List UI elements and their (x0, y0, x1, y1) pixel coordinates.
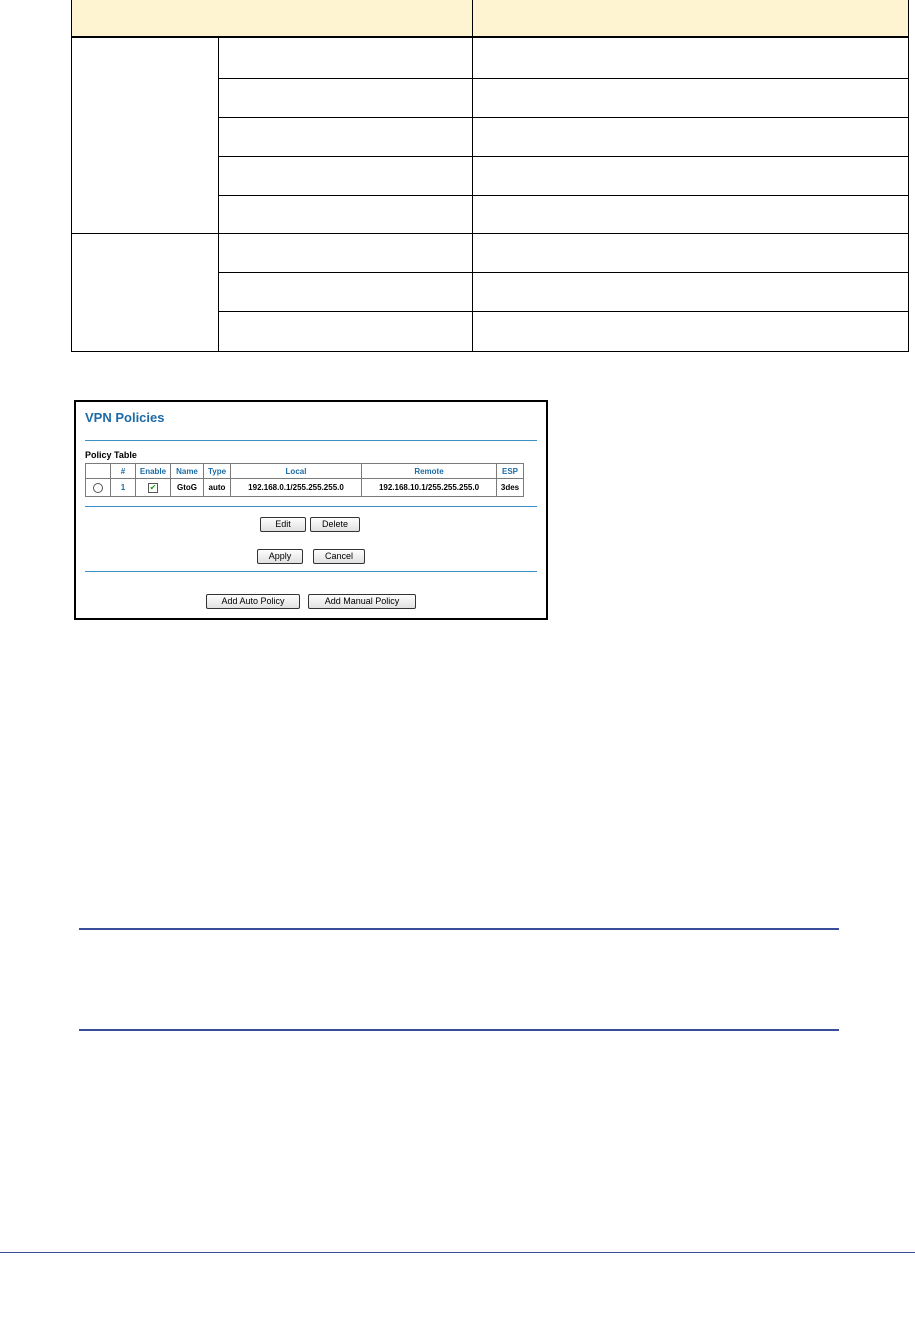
row-select-cell[interactable] (86, 479, 111, 497)
row-select-radio[interactable] (93, 483, 103, 493)
vpn-policies-panel (74, 400, 548, 620)
title-divider (85, 440, 537, 441)
apply-button[interactable]: Apply (257, 549, 303, 564)
delete-button[interactable]: Delete (310, 517, 360, 532)
row-name: GtoG (171, 479, 204, 497)
table-row (86, 479, 524, 497)
row-remote: 192.168.10.1/255.255.255.0 (362, 479, 497, 497)
row-esp: 3des (497, 479, 524, 497)
footer-rule (0, 1252, 915, 1253)
page-title: VPN Policies (85, 410, 165, 425)
policy-table-label: Policy Table (85, 450, 137, 460)
row-divider (218, 272, 908, 273)
note-top-rule (79, 928, 839, 930)
header-divider (472, 0, 473, 38)
row-number: 1 (111, 479, 136, 497)
policy-table (85, 463, 524, 497)
row-type: auto (204, 479, 231, 497)
row-divider (218, 311, 908, 312)
column-header-type: Type (204, 464, 231, 479)
column-header-local: Local (231, 464, 362, 479)
column-header-enable: Enable (136, 464, 171, 479)
row-divider (218, 78, 908, 79)
add-manual-policy-button[interactable]: Add Manual Policy (308, 594, 416, 609)
row-enable-cell[interactable] (136, 479, 171, 497)
add-auto-policy-button[interactable]: Add Auto Policy (206, 594, 300, 609)
reference-table-header (72, 0, 908, 38)
actions-divider (85, 571, 537, 572)
row-divider (218, 156, 908, 157)
policy-table-header-row (86, 464, 524, 479)
table-divider (85, 506, 537, 507)
cancel-button[interactable]: Cancel (313, 549, 365, 564)
column-header-remote: Remote (362, 464, 497, 479)
select-column-header (86, 464, 111, 479)
column-header-name: Name (171, 464, 204, 479)
row-divider (218, 117, 908, 118)
row-local: 192.168.0.1/255.255.255.0 (231, 479, 362, 497)
enable-checkbox[interactable]: ✔ (149, 482, 157, 492)
column-header-number: # (111, 464, 136, 479)
group-divider (72, 233, 908, 234)
reference-table (71, 0, 909, 352)
edit-button[interactable]: Edit (260, 517, 306, 532)
row-divider (218, 195, 908, 196)
note-bottom-rule (79, 1029, 839, 1031)
column-header-esp: ESP (497, 464, 524, 479)
